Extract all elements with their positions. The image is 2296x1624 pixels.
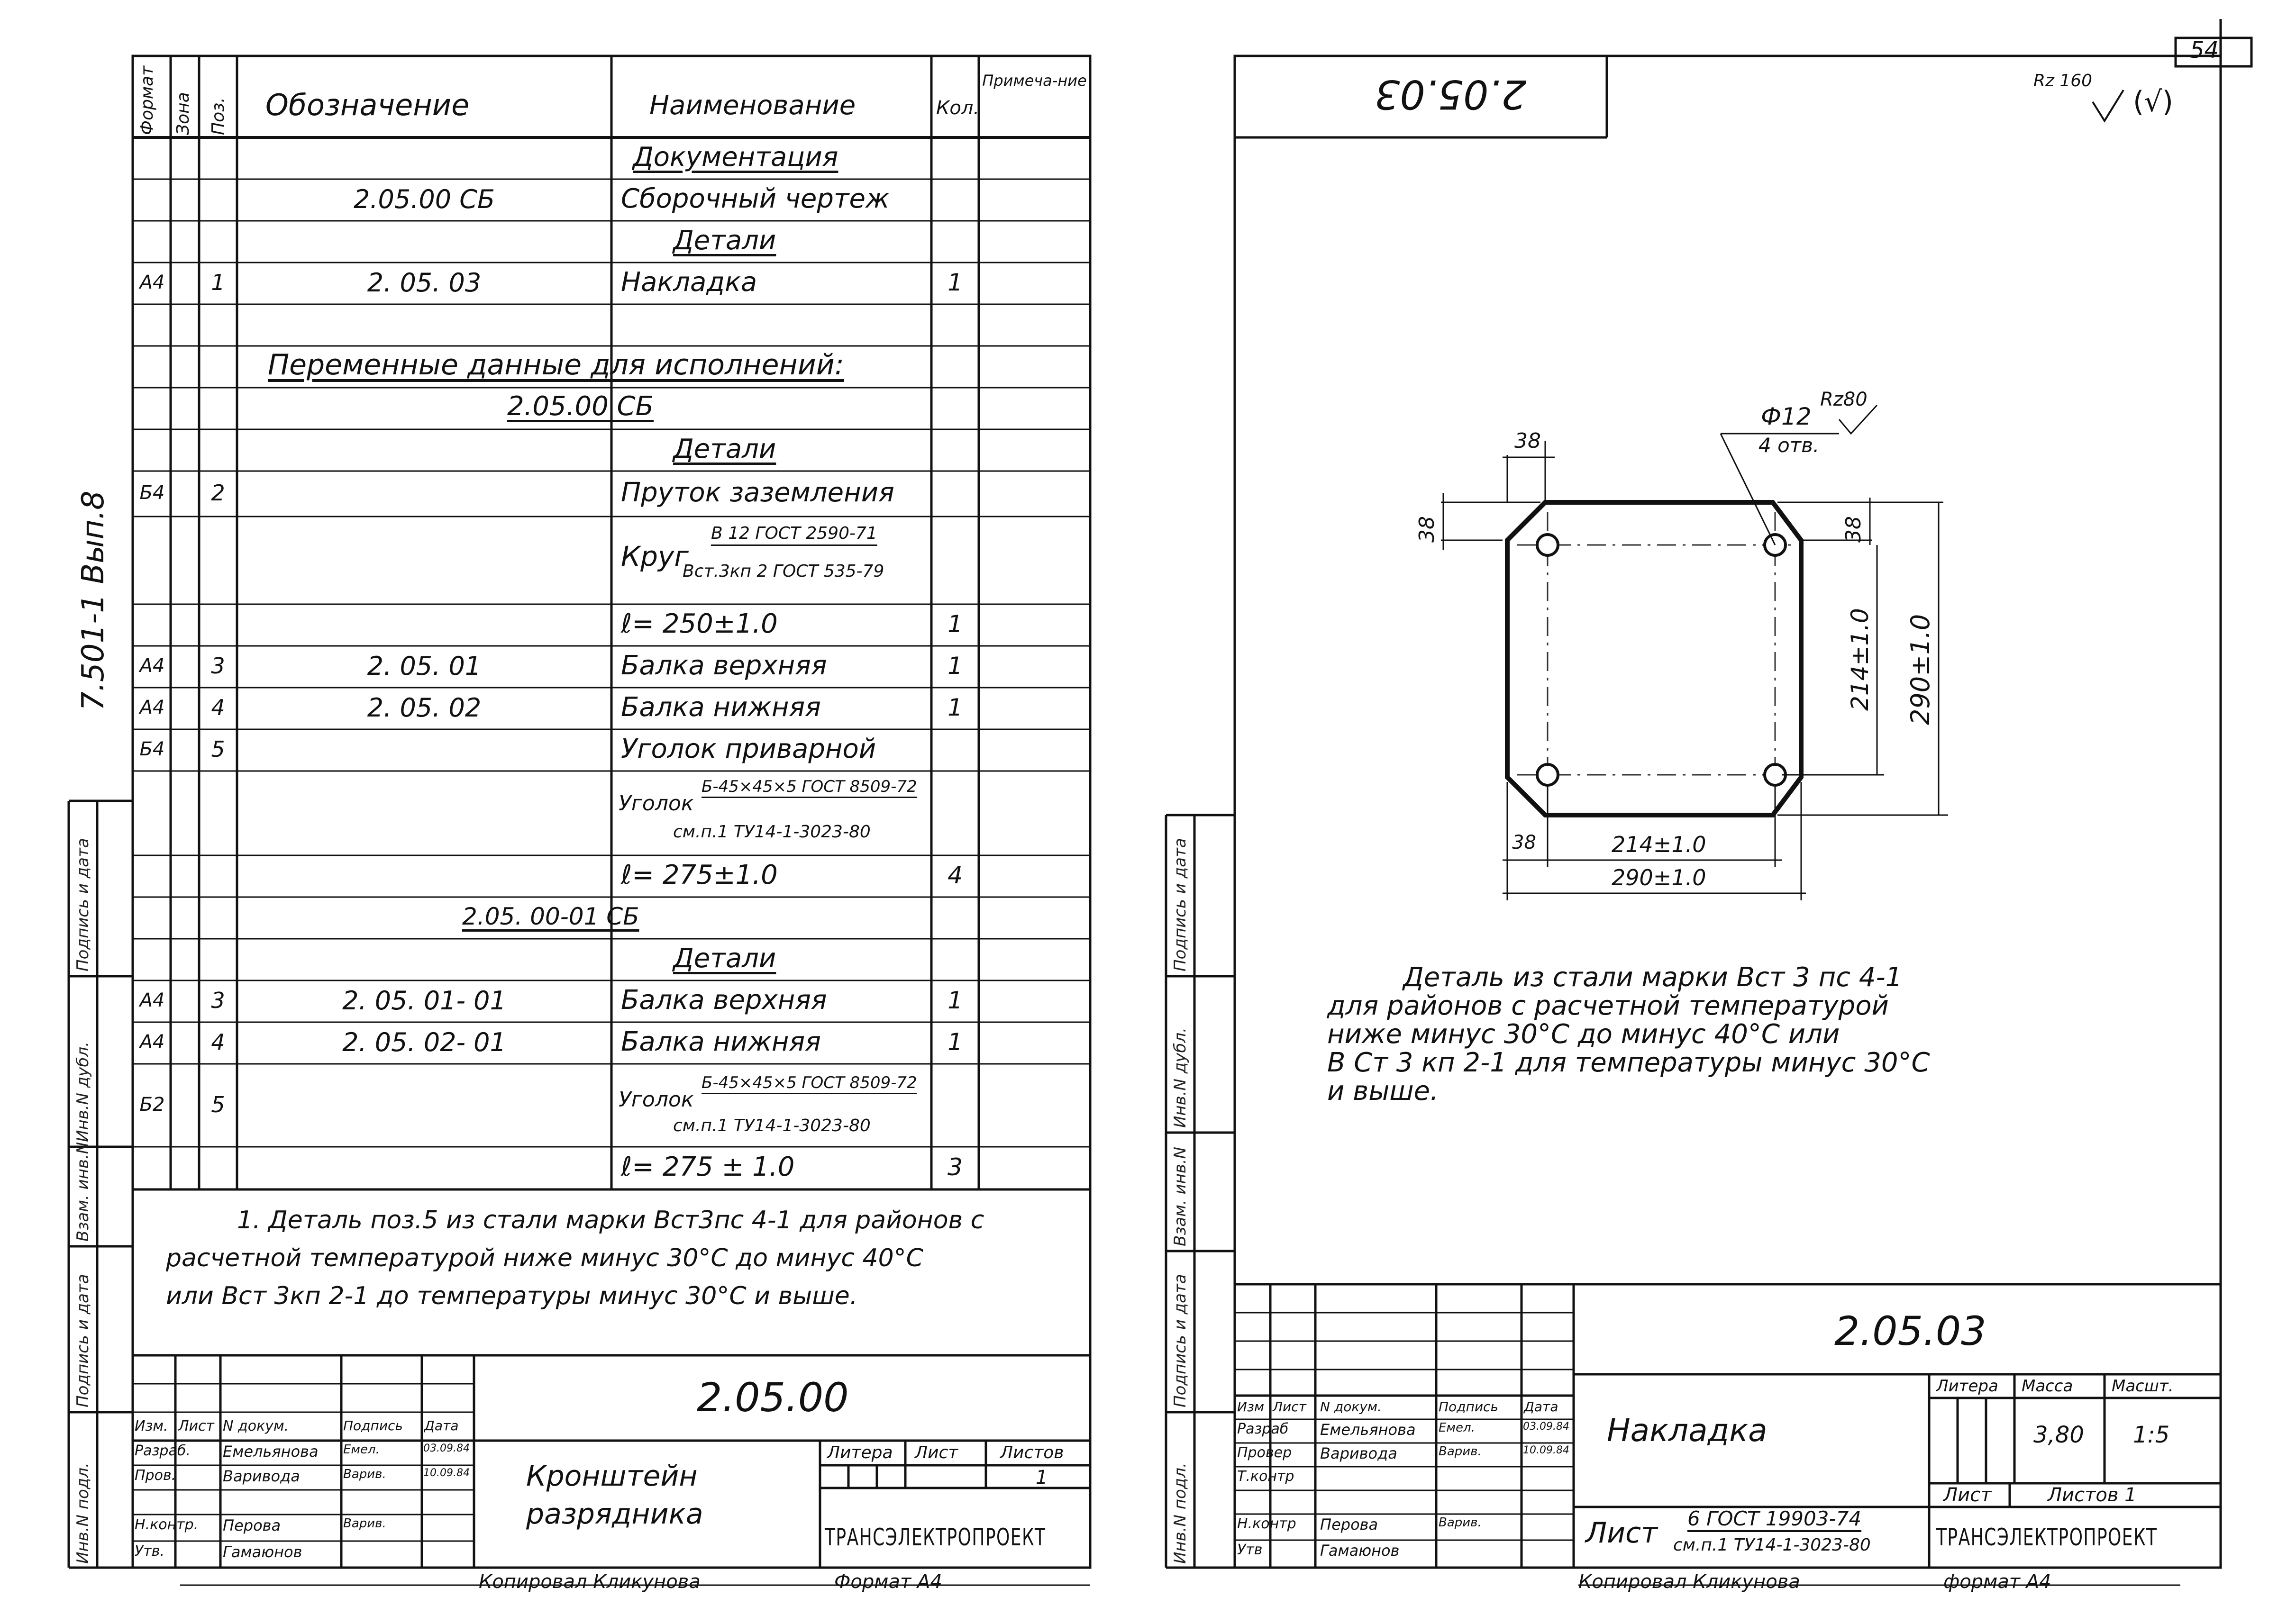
spec-row-designation: 2. 05. 01- 01 (342, 985, 506, 1016)
right-rev-h-izm: Изм (1237, 1399, 1264, 1415)
left-doc-number: 2.05.00 (697, 1374, 849, 1421)
spec-row-format: Б2 (139, 1093, 165, 1116)
right-copied-by: Копировал Кликунова (1578, 1571, 1800, 1593)
left-stamp-3: Взам. инв.N (73, 1142, 92, 1242)
variant-1-heading: 2.05.00 СБ (507, 391, 654, 422)
ugolok1-label: Уголок (619, 791, 694, 816)
right-doc-number: 2.05.03 (1834, 1308, 1986, 1354)
left-role-sign: Емел. (343, 1443, 380, 1457)
dim-hole-spacing-h: 214±1.0 (1612, 832, 1706, 857)
spec-row-pos: 5 (211, 1091, 225, 1117)
left-role-sign: Варив. (343, 1516, 386, 1531)
spec-row-format: А4 (139, 697, 165, 719)
left-product-name-2: разрядника (526, 1497, 703, 1531)
spec-row-designation: 2. 05. 03 (367, 267, 482, 298)
ugolok2-top: Б-45×45×5 ГОСТ 8509-72 (702, 1073, 917, 1092)
hole-top-left (1537, 535, 1558, 555)
right-material-bottom: см.п.1 ТУ14-1-3023-80 (1673, 1535, 1871, 1555)
spec-row-name: ℓ= 250±1.0 (621, 608, 778, 640)
left-copied-by: Копировал Кликунова (479, 1571, 701, 1593)
right-organization: ТРАНСЭЛЕКТРОПРОЕКТ (1936, 1524, 2158, 1551)
spec-row-name: ℓ= 275 ± 1.0 (621, 1152, 795, 1183)
ugolok1-bottom: см.п.1 ТУ14-1-3023-80 (673, 822, 871, 842)
right-role-role: Утв (1237, 1542, 1263, 1558)
roughness-general: Rz 160 (2033, 71, 2093, 91)
header-pos: Поз. (209, 97, 228, 135)
left-litera-label: Литера (827, 1443, 893, 1462)
left-sheet-label: Лист (915, 1443, 958, 1462)
left-sheets-value: 1 (1036, 1467, 1048, 1488)
right-stamp-3: Взам. инв.N (1171, 1146, 1190, 1246)
hole-roughness: Rz80 (1820, 389, 1868, 410)
right-material-word: Лист (1585, 1516, 1658, 1550)
spec-row-qty: 3 (948, 1153, 963, 1181)
right-mass-label: Масса (2022, 1377, 2073, 1396)
right-sheets-label: Листов 1 (2048, 1484, 2137, 1506)
spec-row-format: А4 (139, 1031, 165, 1053)
ugolok2-label: Уголок (619, 1088, 694, 1112)
spec-row-pos: 4 (211, 695, 225, 721)
right-sheet-label: Лист (1943, 1484, 1992, 1506)
left-stamp-2: Подпись и дата (73, 1274, 92, 1407)
spec-row-pos: 4 (211, 1029, 225, 1055)
right-role-name: Перова (1320, 1515, 1378, 1533)
spec-row-name: ℓ= 275±1.0 (621, 860, 778, 891)
dim-overall-h: 290±1.0 (1612, 865, 1706, 890)
left-role-name: Емельянова (223, 1443, 319, 1461)
right-mass-value: 3,80 (2033, 1422, 2084, 1448)
right-role-role: Разраб (1237, 1421, 1289, 1437)
spec-row-format: А4 (139, 272, 165, 294)
right-note-line-4: В Ст 3 кп 2-1 для температуры минус 30°С (1327, 1047, 1930, 1078)
right-stamp-1: Инв.N подл. (1171, 1462, 1190, 1564)
right-note-line-3: ниже минус 30°С до минус 40°С или (1327, 1019, 1840, 1050)
right-product-name: Накладка (1607, 1412, 1768, 1449)
variable-data-title: Переменные данные для исполнений: (268, 348, 844, 381)
left-role-sign: Варив. (343, 1467, 386, 1481)
right-stamp-5: Подпись и дата (1171, 838, 1190, 971)
spec-row-name: Детали (673, 225, 776, 256)
spec-row-designation: 2. 05. 02- 01 (342, 1027, 506, 1057)
left-role-date: 10.09.84 (423, 1467, 470, 1479)
left-rev-h-list: Лист (178, 1418, 215, 1434)
dim-corner-top: 38 (1514, 429, 1541, 453)
right-rev-h-list: Лист (1273, 1399, 1306, 1415)
dim-corner-left: 38 (1415, 516, 1439, 543)
spec-row-format: Б4 (139, 738, 165, 761)
header-name: Наименование (649, 90, 856, 121)
spec-row-name: Накладка (621, 267, 757, 298)
right-rev-h-date: Дата (1524, 1399, 1558, 1415)
right-role-date: 10.09.84 (1523, 1444, 1569, 1456)
right-note-line-5: и выше. (1327, 1076, 1439, 1107)
left-role-role: Утв. (135, 1543, 164, 1560)
left-product-name-1: Кронштейн (526, 1460, 698, 1493)
right-role-role: Провер (1237, 1444, 1292, 1461)
left-rev-h-date: Дата (424, 1418, 459, 1433)
right-stamp-2: Подпись и дата (1171, 1274, 1190, 1407)
ugolok1-top: Б-45×45×5 ГОСТ 8509-72 (702, 777, 917, 796)
right-note-line-1: Деталь из стали марки Вст 3 пс 4-1 (1403, 962, 1903, 993)
krug-bottom: Вст.3кп 2 ГОСТ 535-79 (683, 562, 884, 581)
left-rev-h-izm: Изм. (135, 1418, 168, 1434)
right-role-sign: Варив. (1439, 1515, 1482, 1530)
left-note-line-1: 1. Деталь поз.5 из стали марки Вст3пс 4-1 для районов с (237, 1206, 984, 1234)
plate-drawing (1441, 90, 2123, 900)
left-note-line-3: или Вст 3кп 2-1 до температуры минус 30°С и выше. (166, 1282, 858, 1310)
spec-row-qty: 1 (948, 652, 963, 680)
hole-diameter: Ф12 (1761, 403, 1812, 430)
spec-row-designation: 2. 05. 02 (367, 692, 482, 723)
dim-corner-bottom: 38 (1512, 832, 1536, 853)
hole-count: 4 отв. (1758, 434, 1820, 457)
variant-2-heading: 2.05. 00-01 СБ (462, 903, 639, 930)
roughness-mark (2093, 90, 2123, 121)
hole-bottom-left (1537, 764, 1558, 785)
right-role-role: Н.контр (1237, 1515, 1296, 1532)
side-code: 7.501-1 Вып.8 (76, 490, 111, 711)
spec-row-qty: 1 (948, 1028, 963, 1056)
roughness-parens: (√) (2133, 85, 2174, 118)
right-litera-label: Литера (1936, 1377, 1998, 1396)
krug-top: В 12 ГОСТ 2590-71 (711, 524, 877, 543)
spec-row-qty: 1 (948, 987, 963, 1014)
left-rev-h-doc: N докум. (223, 1418, 289, 1434)
spec-row-format: А4 (139, 655, 165, 677)
left-stamp-4: Инв.N дубл. (73, 1042, 92, 1142)
right-scale-value: 1:5 (2133, 1422, 2170, 1448)
spec-row-pos: 2 (211, 480, 225, 506)
header-designation: Обозначение (265, 88, 470, 122)
spec-row-name: Пруток заземления (621, 477, 894, 508)
spec-row-qty: 1 (948, 694, 963, 721)
header-format: Формат (137, 65, 157, 135)
spec-row-name: Балка нижняя (621, 692, 821, 723)
right-stamp-4: Инв.N дубл. (1171, 1027, 1190, 1128)
dim-corner-right: 38 (1841, 516, 1866, 543)
right-role-name: Емельянова (1320, 1421, 1416, 1439)
header-zone: Зона (173, 92, 193, 135)
left-sheets-label: Листов (1000, 1443, 1064, 1462)
left-note-line-2: расчетной температурой ниже минус 30°С до минус 40°С (166, 1244, 923, 1272)
spec-row-name: Детали (673, 434, 776, 465)
left-stamp-1: Инв.N подл. (73, 1462, 92, 1564)
dim-overall-v: 290±1.0 (1905, 614, 1935, 725)
krug-label: Круг (621, 540, 689, 572)
right-role-sign: Емел. (1439, 1421, 1475, 1435)
right-role-sign: Варив. (1439, 1444, 1482, 1459)
spec-row-pos: 3 (211, 988, 225, 1014)
spec-row-name: Балка нижняя (621, 1026, 821, 1058)
right-role-name: Гамаюнов (1320, 1542, 1400, 1560)
spec-row-name: Детали (673, 943, 776, 974)
left-role-name: Варивода (223, 1467, 300, 1485)
header-note: Примеча-ние (982, 72, 1087, 90)
spec-row-name: Уголок приварной (621, 734, 876, 765)
right-role-date: 03.09.84 (1523, 1421, 1569, 1433)
right-material-top: 6 ГОСТ 19903-74 (1687, 1507, 1862, 1530)
right-rev-h-doc: N докум. (1320, 1399, 1382, 1415)
dim-hole-spacing-v: 214±1.0 (1846, 608, 1874, 711)
spec-row-qty: 4 (948, 862, 963, 889)
right-role-role: Т.контр (1237, 1468, 1294, 1485)
left-organization: ТРАНСЭЛЕКТРОПРОЕКТ (825, 1524, 1046, 1551)
spec-row-qty: 1 (948, 610, 963, 638)
left-role-role: Пров. (135, 1467, 176, 1484)
spec-row-pos: 5 (211, 736, 225, 762)
left-format-label: Формат А4 (834, 1571, 942, 1593)
spec-row-designation: 2. 05. 01 (367, 651, 482, 681)
left-rev-h-sign: Подпись (343, 1418, 403, 1433)
spec-row-pos: 1 (211, 270, 225, 296)
spec-row-name: Документация (633, 142, 838, 173)
header-qty: Кол. (936, 97, 980, 119)
spec-row-format: А4 (139, 989, 165, 1012)
right-rev-h-sign: Подпись (1439, 1399, 1498, 1415)
left-role-name: Перова (223, 1516, 281, 1534)
spec-row-designation: 2.05.00 СБ (353, 184, 495, 214)
left-role-name: Гамаюнов (223, 1543, 302, 1561)
spec-row-pos: 3 (211, 653, 225, 679)
sheet-number: 54 (2190, 37, 2219, 64)
right-scale-label: Масшт. (2112, 1377, 2174, 1396)
left-role-date: 03.09.84 (423, 1443, 470, 1454)
ugolok2-bottom: см.п.1 ТУ14-1-3023-80 (673, 1116, 871, 1135)
spec-row-name: Балка верхняя (621, 650, 827, 681)
corner-number: 2.05.03 (1375, 71, 1527, 118)
right-format-label: формат А4 (1943, 1571, 2051, 1593)
left-stamp-5: Подпись и дата (73, 838, 92, 971)
right-role-name: Варивода (1320, 1444, 1397, 1462)
spec-row-name: Сборочный чертеж (621, 183, 890, 215)
left-role-role: Разраб. (135, 1443, 191, 1459)
spec-row-qty: 1 (948, 269, 963, 296)
left-role-role: Н.контр. (135, 1516, 199, 1533)
spec-row-format: Б4 (139, 482, 165, 504)
spec-row-name: Балка верхняя (621, 985, 827, 1016)
right-note-line-2: для районов с расчетной температурой (1327, 990, 1889, 1021)
